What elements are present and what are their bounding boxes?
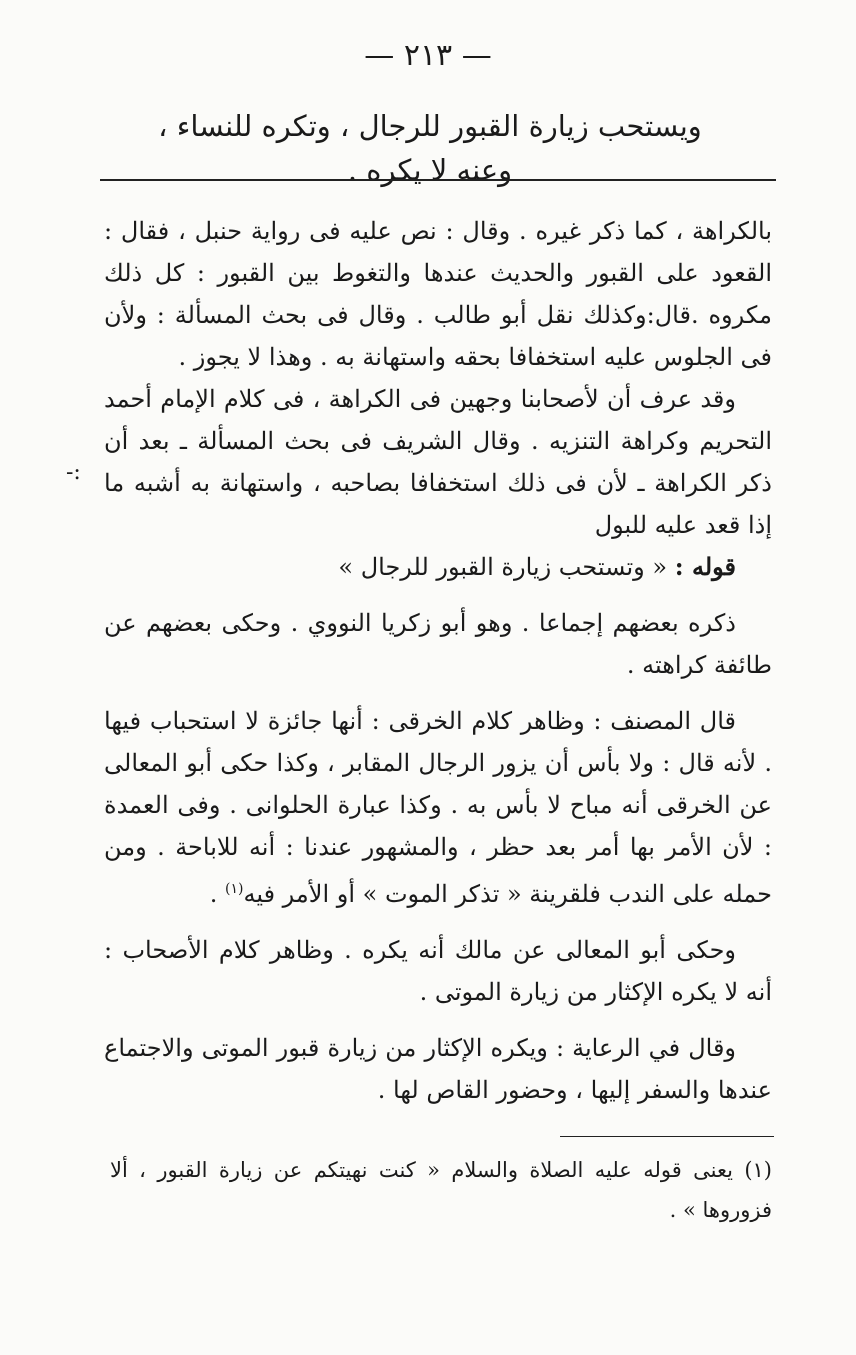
- footnote-marker: (١): [224, 881, 244, 897]
- paragraph-3: ذكره بعضهم إجماعا . وهو أبو زكريا النووي . وحكى بعضهم عن طائفة كراهته .: [104, 609, 772, 679]
- paragraph-4-text: قال المصنف : وظاهر كلام الخرقى : أنها جائزة لا استحباب فيها . لأنه قال : ولا بأس أن يزور الرجال المقابر ، وكذا حكى أبو المعالى عن الخرقى أنه مباح لا بأس به . وكذا عبارة الحلوانى . وفى العمدة : لأن الأمر بها أمر بعد حظر ، والمشهور عندنا : أنه للاباحة . ومن حمله على الندب فلقرينة « تذكر الموت » أو الأمر فيه: [104, 707, 773, 908]
- margin-mark: -:: [66, 460, 81, 485]
- qawluhu-label: قوله :: [674, 552, 736, 581]
- paragraph-1: بالكراهة ، كما ذكر غيره . وقال : نص عليه فى رواية حنبل ، فقال : القعود على القبور والحديث عندها والتغوط بين القبور : كل ذلك مكروه .قال:وكذلك نقل أبو طالب . وقال فى بحث المسألة : ولأن فى الجلوس عليه استخفافا بحقه واستهانة به . وهذا لا يجوز .: [104, 217, 772, 371]
- footnote: (١) يعنى قوله عليه الصلاة والسلام « كنت نهيتكم عن زيارة القبور ، ألا فزوروها » .: [110, 1158, 772, 1222]
- qawluhu-heading: [104, 546, 772, 588]
- commentary: [104, 210, 772, 1125]
- section-divider: [100, 179, 776, 181]
- paragraph-2: وقد عرف أن لأصحابنا وجهين فى الكراهة ، فى كلام الإمام أحمد التحريم وكراهة التنزيه . وقال الشريف فى بحث المسألة ـ بعد أن ذكر الكراهة ـ لأن فى ذلك استخفافا بصاحبه ، واستهانة به أشبه ما إذا قعد عليه للبول: [104, 385, 772, 539]
- paragraph-6: وقال في الرعاية : ويكره الإكثار من زيارة قبور الموتى والاجتماع عندها والسفر إليها ، وحضور القاص لها .: [104, 1034, 772, 1104]
- paragraph-4: [104, 700, 772, 915]
- page-number: — ٢١٣ —: [364, 38, 492, 73]
- matn-text: ويستحب زيارة القبور للرجال ، وتكره للنساء ، وعنه لا يكره .: [158, 109, 702, 187]
- paragraph-4-end: .: [209, 880, 225, 908]
- footnote-divider: [560, 1136, 774, 1137]
- qawluhu-text: « وتستحب زيارة القبور للرجال »: [338, 553, 668, 581]
- paragraph-5: وحكى أبو المعالى عن مالك أنه يكره . وظاهر كلام الأصحاب : أنه لا يكره الإكثار من زيارة الموتى .: [104, 936, 772, 1006]
